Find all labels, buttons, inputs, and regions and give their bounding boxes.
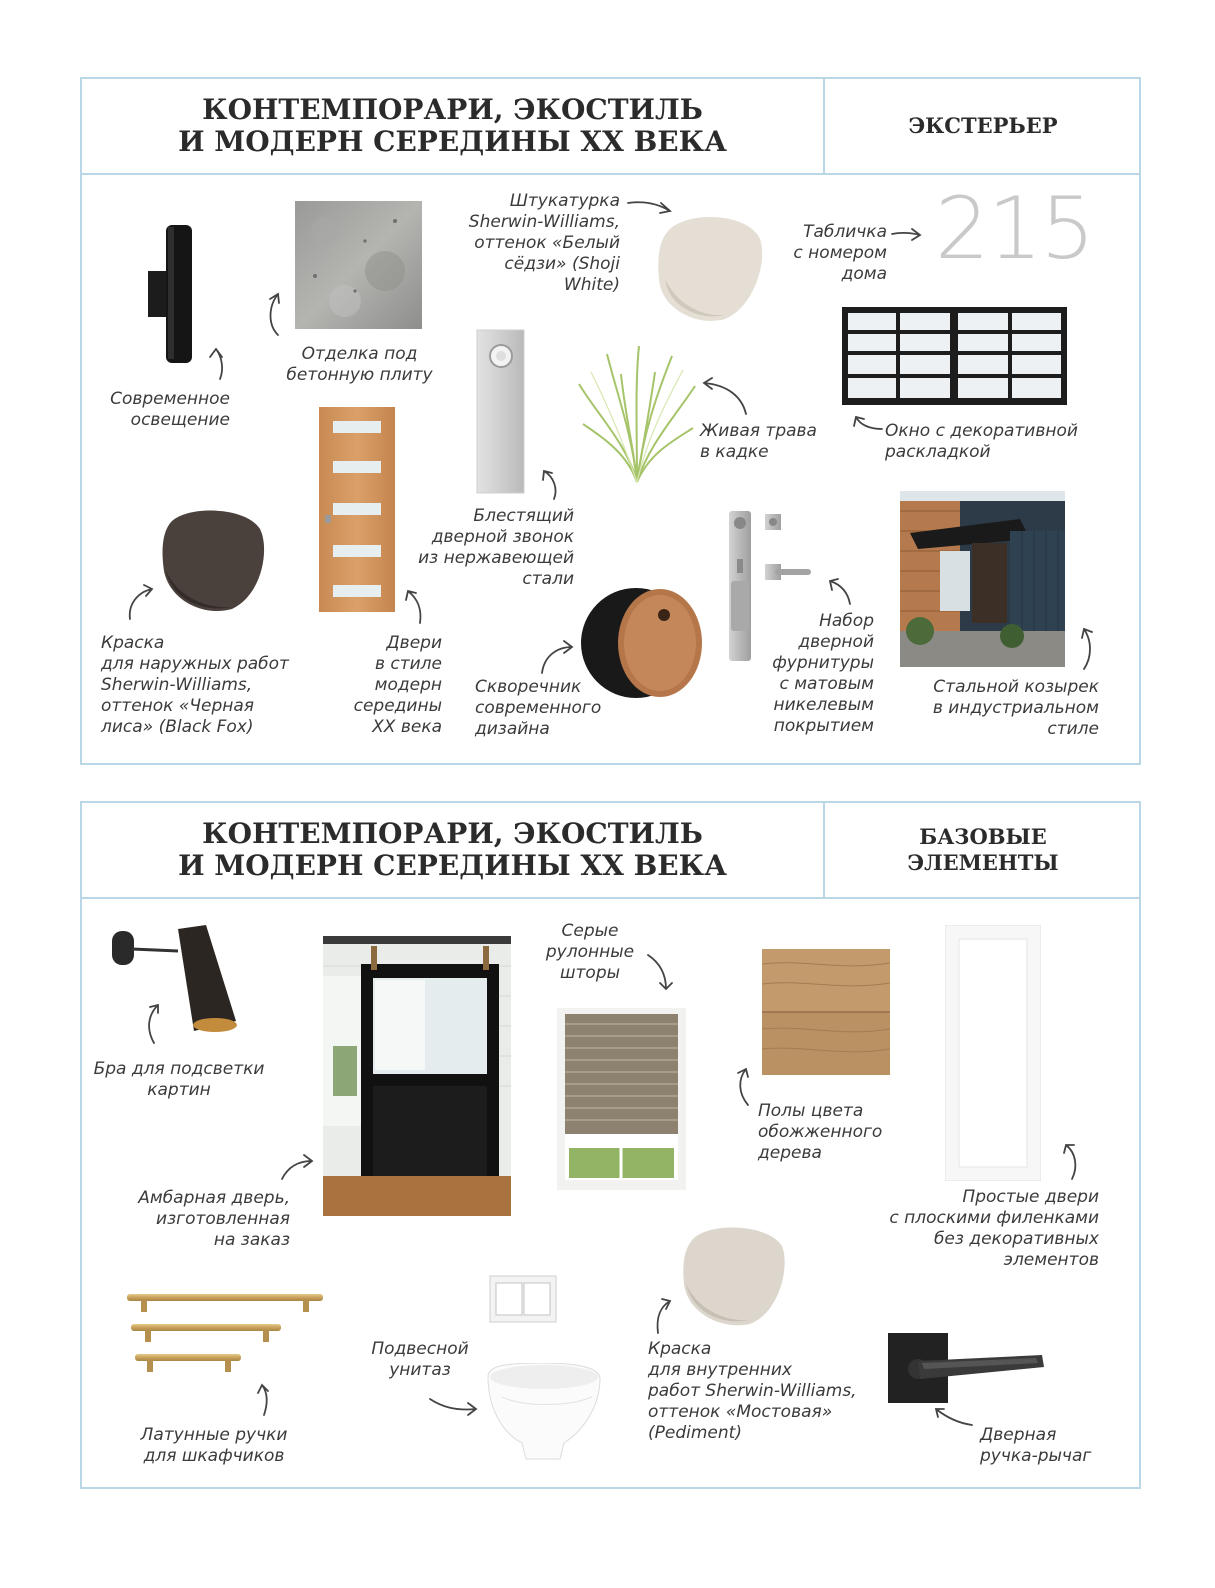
wall-hung-toilet-image: [482, 1363, 604, 1461]
caption-floors: Полы цвета обожженного дерева: [758, 1101, 883, 1163]
arrow-pediment: [658, 1299, 671, 1333]
arrow-toilet: [430, 1399, 476, 1415]
arrow-lever: [936, 1409, 972, 1425]
title-line-2: И МОДЕРН СЕРЕДИНЫ XX ВЕКА: [178, 849, 727, 882]
caption-birdhouse: Скворечник современного дизайна: [475, 677, 602, 739]
doorbell-image: [476, 329, 526, 495]
caption-concrete: Отделка под бетонную плиту: [286, 344, 433, 385]
arrow-brass-pulls: [258, 1385, 268, 1415]
caption-mcm-doors: Двери в стиле модерн середины XX века: [353, 633, 442, 737]
shoji-white-swatch: [655, 209, 765, 324]
title-line-1: КОНТЕМПОРАРИ, ЭКОСТИЛЬ: [202, 817, 703, 850]
arrow-birdhouse: [542, 641, 572, 673]
arrow-mcm-doors: [406, 591, 421, 623]
barn-door-image: [323, 936, 511, 1216]
caption-window: Окно с декоративной раскладкой: [885, 421, 1078, 462]
concrete-slab-image: [295, 201, 422, 329]
caption-shades: Серые рулонные шторы: [545, 921, 635, 983]
caption-barn-door: Амбарная дверь, изготовленная на заказ: [138, 1188, 290, 1250]
picture-sconce-image: [112, 921, 237, 1033]
caption-doorbell: Блестящий дверной звонок из нержавеющей стали: [418, 506, 574, 589]
arrow-concrete: [270, 294, 279, 335]
section-label: [825, 803, 1141, 897]
arrow-plaque: [892, 229, 920, 240]
caption-black-fox: Краска для наружных работ Sherwin-Williams, оттенок «Черная лиса» (Black Fox): [101, 633, 289, 737]
board-title: [82, 79, 825, 173]
section-line-1: БАЗОВЫЕ: [919, 824, 1047, 849]
arrow-doorbell: [543, 471, 556, 499]
arrow-grass: [704, 378, 746, 414]
board-header: [82, 803, 1139, 899]
wall-light-image: [148, 223, 198, 365]
caption-hardware: Набор дверной фурнитуры с матовым никелевым покрытием: [772, 611, 874, 736]
caption-toilet: Подвесной унитаз: [371, 1339, 469, 1380]
caption-flat-doors: Простые двери с плоскими филенками без декоративных элементов: [889, 1187, 1099, 1270]
arrow-canopy: [1082, 629, 1092, 669]
title-line-1: КОНТЕМПОРАРИ, ЭКОСТИЛЬ: [202, 93, 703, 126]
arrow-floors: [738, 1069, 748, 1105]
ornamental-grass-image: [577, 344, 697, 484]
caption-grass: Живая трава в кадке: [700, 421, 817, 462]
house-number: 215: [935, 179, 1094, 279]
arrow-black-fox: [130, 585, 152, 619]
roller-shade-image: [557, 1008, 686, 1190]
grid-window-image: [842, 307, 1067, 405]
caption-stucco: Штукатурка Sherwin-Williams, оттенок «Белый сёдзи» (Shoji White): [468, 191, 620, 295]
caption-lever: Дверная ручка-рычаг: [980, 1425, 1092, 1466]
section-line-2: ЭЛЕМЕНТЫ: [907, 850, 1059, 875]
flat-panel-door-image: [945, 925, 1041, 1181]
wood-floor-image: [762, 949, 890, 1075]
caption-lighting: Современное освещение: [110, 389, 230, 430]
caption-pediment: Краска для внутренних работ Sherwin-Williams, оттенок «Мостовая» (Pediment): [648, 1339, 857, 1443]
arrow-shades: [648, 955, 672, 989]
arrow-flat-doors: [1064, 1145, 1075, 1179]
caption-canopy: Стальной козырек в индустриальном стиле: [932, 677, 1099, 739]
black-fox-swatch: [160, 505, 266, 615]
pediment-swatch: [680, 1220, 788, 1328]
brass-pulls-image: [127, 1290, 327, 1380]
arrow-lighting: [210, 349, 222, 379]
caption-plaque: Табличка с номером дома: [793, 222, 887, 284]
arrow-barn-door: [282, 1155, 312, 1179]
caption-brass-pulls: Латунные ручки для шкафчиков: [140, 1425, 288, 1466]
arrow-window: [854, 417, 882, 429]
title-line-2: И МОДЕРН СЕРЕДИНЫ XX ВЕКА: [178, 125, 727, 158]
mcm-door-image: [319, 407, 395, 612]
board-header: [82, 79, 1139, 175]
flush-plate-image: [489, 1275, 557, 1323]
exterior-board: [80, 77, 1141, 765]
board-title: [82, 803, 825, 897]
arrow-hardware: [830, 579, 850, 604]
section-label: ЭКСТЕРЬЕР: [908, 113, 1058, 138]
steel-canopy-image: [900, 491, 1065, 667]
basics-board: [80, 801, 1141, 1489]
caption-sconce: Бра для подсветки картин: [93, 1059, 265, 1100]
lever-handle-image: [886, 1331, 1046, 1407]
